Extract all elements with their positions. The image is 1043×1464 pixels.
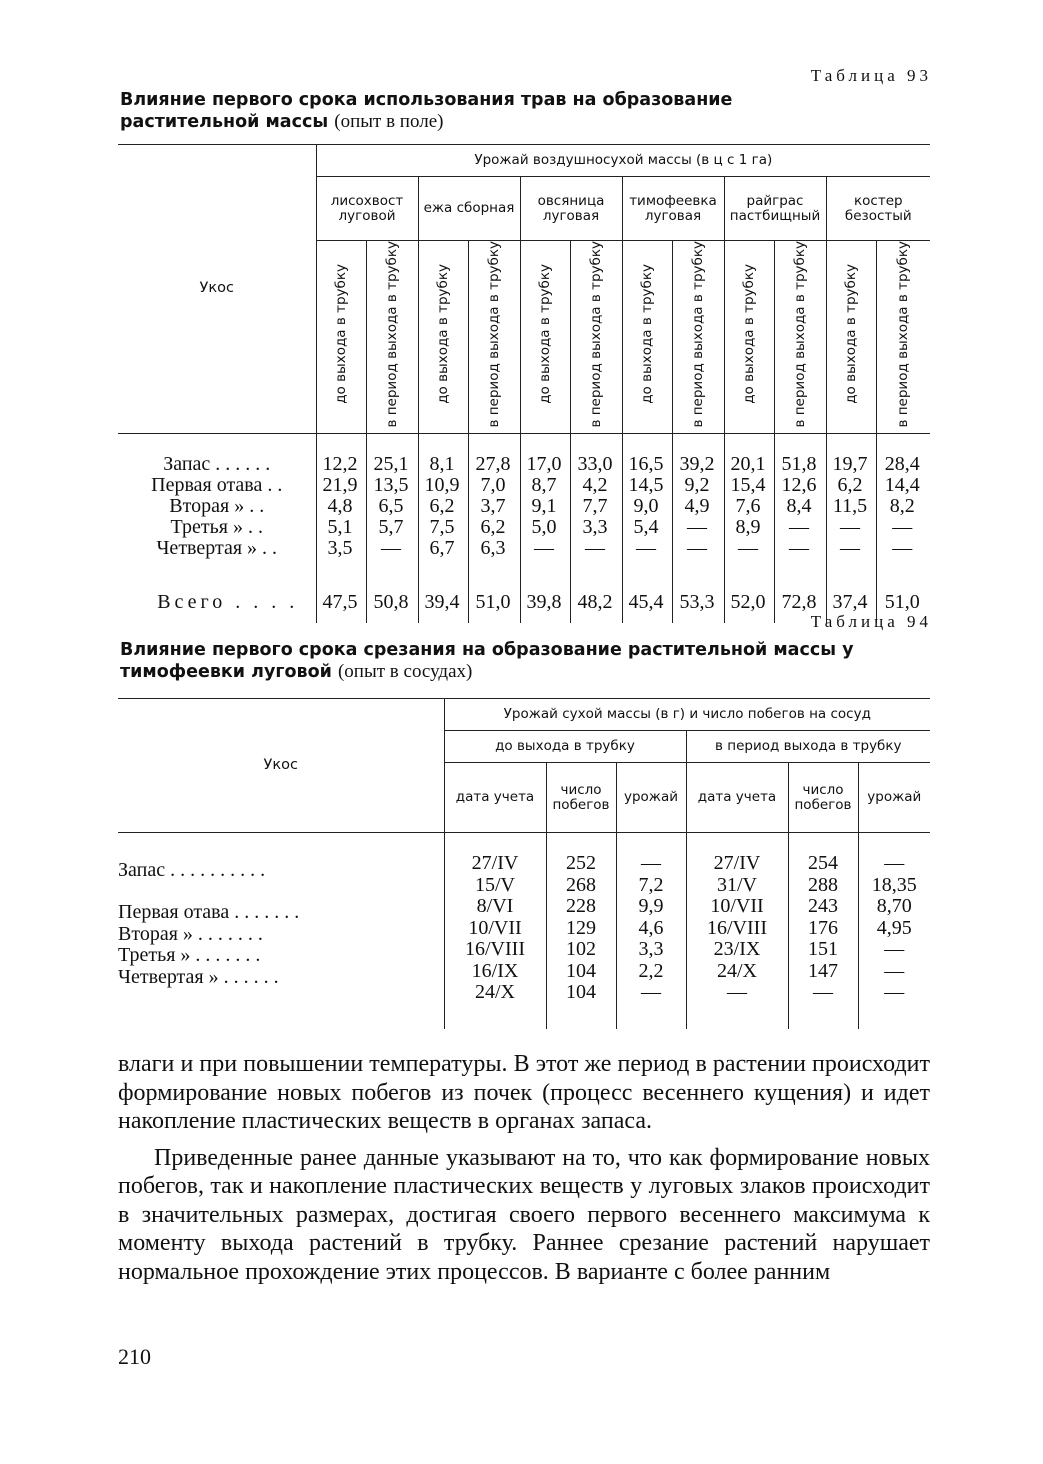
table94-subheader: дата учета (444, 763, 546, 833)
table93-total-cell: 39,8 (520, 581, 570, 623)
table94-cell: 268 (566, 873, 596, 896)
table93 (118, 144, 930, 623)
table93-cell: 21,9 (316, 475, 366, 496)
table94-cell: — (813, 981, 833, 1003)
table93-cell: 11,5 (826, 496, 876, 517)
table94-subheader: урожай (858, 763, 930, 833)
table93-cell: 8,2 (889, 495, 915, 518)
table94-cell: 7,2 (638, 873, 664, 896)
table93-cell: 6,2 (418, 496, 468, 517)
table93-cell: — (520, 538, 570, 559)
table94-cell: 24/X (717, 959, 757, 982)
table94-cell: 4,95 (876, 916, 912, 939)
table94-cell: 243 (808, 895, 838, 917)
table94-subheader: число побегов (546, 763, 616, 833)
table93-subheader: до выхода в трубку (536, 264, 553, 405)
table94-subheader: урожай (616, 763, 686, 833)
table94-cell: 10/VII (710, 895, 764, 917)
table93-cell: 6,2 (826, 475, 876, 496)
table93-row-label: Вторая » . . (118, 496, 316, 517)
table94-title: Влияние первого срока срезания на образование растительной массы у тимофеевки луговой (120, 640, 854, 682)
table93-cell: 25,1 (366, 433, 418, 475)
table94-row-label: Вторая » . . . . . . . (118, 922, 263, 945)
table94-cell: 27/IV (713, 852, 761, 874)
table94-row-label: Первая отава . . . . . . . (118, 901, 300, 923)
table93-row-label: Четвертая » . . (118, 538, 316, 559)
table93-cell: 7,0 (468, 475, 520, 496)
table93-cell: 17,0 (520, 433, 570, 475)
table94-cell: 176 (808, 916, 838, 939)
table93-cell: — (774, 538, 826, 559)
table94-cell: 16/VIII (465, 938, 525, 960)
table93-total-cell: 53,3 (672, 581, 724, 623)
table93-title-note: (опыт в поле) (334, 111, 444, 132)
table94-cell: 23/IX (713, 938, 761, 960)
table94-cell: 102 (566, 938, 596, 960)
table93-total-cell: 51,0 (884, 590, 920, 613)
table93-row (118, 496, 930, 517)
table94-row-label: Четвертая » . . . . . . (118, 965, 279, 988)
table93-cell: 10,9 (418, 475, 468, 496)
table93-total-cell: 37,4 (826, 581, 876, 623)
table93-cell: 16,5 (622, 433, 672, 475)
table94-cell: 9,9 (638, 895, 664, 917)
table94-cell: 16/IX (471, 959, 519, 982)
table93-cell: 14,4 (884, 474, 920, 497)
table93-total-cell: 51,0 (468, 581, 520, 623)
table94-cell: 3,3 (638, 938, 664, 960)
table93-row-label: Первая отава . . (118, 475, 316, 496)
table93-row (118, 538, 930, 559)
table94-cell: 31/V (717, 873, 757, 896)
body-text (118, 1050, 930, 1286)
table94-cell: 288 (808, 873, 838, 896)
table93-species-header: тимофеевка луговая (622, 177, 724, 241)
table93-cell: 33,0 (570, 433, 622, 475)
table93-cell: — (774, 517, 826, 538)
table93-cell: 14,5 (622, 475, 672, 496)
table93-cell: 7,6 (724, 496, 774, 517)
table94-period-header: до выхода в трубку (444, 731, 686, 763)
table94-cell: 228 (566, 895, 596, 917)
table93-cell: 15,4 (724, 475, 774, 496)
table94-cell: 252 (566, 852, 596, 874)
table94-cell: 16/VIII (707, 916, 767, 939)
table93-cell: — (892, 516, 913, 539)
table93-cell: 8,9 (724, 517, 774, 538)
table93-cell: 3,5 (316, 538, 366, 559)
table93-cell: 51,8 (774, 433, 826, 475)
page-number: 210 (118, 1344, 151, 1369)
table94-cell: 8,70 (876, 895, 912, 917)
table94-title-note: (опыт в сосудах) (337, 661, 473, 682)
table94-subheader: число побегов (788, 763, 858, 833)
table94-cell: 24/X (475, 981, 515, 1003)
table93-cell: 6,2 (468, 517, 520, 538)
table93-subheader: до выхода в трубку (740, 264, 757, 405)
table93-species-header: овсяница луговая (520, 177, 622, 241)
table93-cell: 9,0 (622, 496, 672, 517)
table94-cell: 10/VII (468, 916, 522, 939)
table93-species-header: лисохвост луговой (316, 177, 418, 241)
table93-subheader: до выхода в трубку (332, 264, 349, 405)
table94-row-header: Укос (118, 699, 444, 833)
table94-cell: — (641, 852, 661, 874)
table93-total-cell: 45,4 (622, 581, 672, 623)
table94-caption (120, 640, 880, 683)
table93-cell: 9,1 (520, 496, 570, 517)
table93-cell: 8,4 (774, 496, 826, 517)
paragraph: влаги и при повышении температуры. В этот же период в растении происходит формирование новых побегов из почек (процесс весеннего кущения) и идет накопление пластических веществ в органах запаса. (118, 1051, 930, 1134)
table94-cell: — (884, 852, 905, 874)
table94-row-labels (118, 833, 444, 1029)
table93-total-cell: 48,2 (570, 581, 622, 623)
table93-cell: 20,1 (724, 433, 774, 475)
table93-cell: 8,7 (520, 475, 570, 496)
table93-cell: 8,1 (418, 433, 468, 475)
table94-cell: 18,35 (871, 873, 917, 896)
table93-cell: 5,1 (316, 517, 366, 538)
table94-group-header: Урожай сухой массы (в г) и число побегов на сосуд (444, 699, 930, 731)
table94-cell: 8/VI (476, 895, 514, 917)
table93-cell: 28,4 (884, 453, 920, 476)
table94-cell: 27/IV (471, 852, 519, 874)
table93-subheader: в период выхода в трубку (894, 241, 911, 428)
table94-cell: 104 (566, 981, 596, 1003)
table93-cell: 6,7 (418, 538, 468, 559)
table93-cell: 6,3 (468, 538, 520, 559)
table93-cell: — (724, 538, 774, 559)
table93-species-header: костер безостый (826, 177, 930, 241)
table93-subheader: в период выхода в трубку (485, 241, 502, 428)
table94-label: Таблица 94 (810, 612, 932, 631)
table93-cell: 3,3 (570, 517, 622, 538)
table93-cell: 39,2 (672, 433, 724, 475)
table93-row-label: Запас . . . . . . (118, 433, 316, 475)
table94-cell: 104 (566, 959, 596, 982)
table94-cell: — (884, 959, 905, 982)
table93-row (118, 517, 930, 538)
table93-subheader: в период выхода в трубку (587, 241, 604, 428)
table94-cell: 129 (566, 916, 596, 939)
table93-row (118, 433, 930, 475)
table94-row-label: Третья » . . . . . . . (118, 944, 261, 966)
table93-cell: 5,7 (366, 517, 418, 538)
table93-cell: 9,2 (672, 475, 724, 496)
table93-caption (120, 90, 760, 133)
table93-cell: 19,7 (826, 433, 876, 475)
table94-subheader: дата учета (686, 763, 788, 833)
table93-title: Влияние первого срока использования трав на образование растительной массы (120, 90, 733, 132)
table94-cell: 4,6 (638, 916, 664, 939)
table93-row (118, 475, 930, 496)
table93-cell: — (570, 538, 622, 559)
table93-cell: 12,2 (316, 433, 366, 475)
table93-cell: 3,7 (468, 496, 520, 517)
table93-cell: 27,8 (468, 433, 520, 475)
table94-cell: 15/V (475, 873, 515, 896)
table93-cell: — (366, 538, 418, 559)
table93-cell: — (826, 517, 876, 538)
table94-cell: — (727, 981, 747, 1003)
table94-cell: 151 (808, 938, 838, 960)
table93-cell: — (826, 538, 876, 559)
table93-row-header: Укос (118, 145, 316, 434)
table93-subheader: в период выхода в трубку (383, 241, 400, 428)
table93-cell: — (672, 538, 724, 559)
table93-subheader: до выхода в трубку (638, 264, 655, 405)
table93-cell: 7,7 (570, 496, 622, 517)
table93-label: Таблица 93 (810, 66, 932, 85)
table93-total-cell: 39,4 (418, 581, 468, 623)
table94-cell: — (884, 981, 905, 1003)
table93-cell: 12,6 (774, 475, 826, 496)
table94-row-label: Запас . . . . . . . . . . (118, 859, 266, 881)
table94-period-header: в период выхода в трубку (686, 731, 930, 763)
paragraph: Приведенные ранее данные указывают на то, что как формирование новых побегов, так и накопление пластических веществ у луговых злаков происходит в значительных размерах, достигая своего первого весеннего максимума к моменту выхода растений в трубку. Раннее срезание растений нарушает нормальное прохождение этих процессов. В варианте с более ранним (118, 1144, 930, 1285)
table93-cell: 7,5 (418, 517, 468, 538)
table93-row-label: Третья » . . (118, 517, 316, 538)
table93-cell: 4,2 (570, 475, 622, 496)
table93-subheader: в период выхода в трубку (689, 241, 706, 428)
table93-cell: — (672, 517, 724, 538)
table93-species-header: райграс пастбищный (724, 177, 826, 241)
table93-subheader: до выхода в трубку (842, 264, 859, 405)
table94 (118, 698, 930, 1029)
table93-cell: — (892, 537, 913, 560)
table93-cell: 13,5 (366, 475, 418, 496)
table93-total-cell: 52,0 (724, 581, 774, 623)
table93-total-cell: 72,8 (774, 581, 826, 623)
table93-total-label: Всего . . . . (118, 581, 316, 623)
table93-cell: 4,8 (316, 496, 366, 517)
table93-cell: — (622, 538, 672, 559)
table94-cell: — (884, 938, 905, 960)
table93-subheader: до выхода в трубку (434, 264, 451, 405)
table93-cell: 4,9 (672, 496, 724, 517)
table93-group-header: Урожай воздушносухой массы (в ц с 1 га) (316, 145, 930, 177)
table94-cell: — (641, 981, 661, 1003)
table93-cell: 5,4 (622, 517, 672, 538)
table93-total-cell: 47,5 (316, 581, 366, 623)
table94-cell: 147 (808, 959, 838, 982)
table94-cell: 2,2 (638, 959, 664, 982)
table93-spacer (118, 559, 930, 581)
table93-cell: 6,5 (366, 496, 418, 517)
table93-species-header: ежа сборная (418, 177, 520, 241)
table93-total-cell: 50,8 (366, 581, 418, 623)
table93-cell: 5,0 (520, 517, 570, 538)
table94-cell: 254 (808, 852, 838, 874)
table93-subheader: в период выхода в трубку (791, 241, 808, 428)
